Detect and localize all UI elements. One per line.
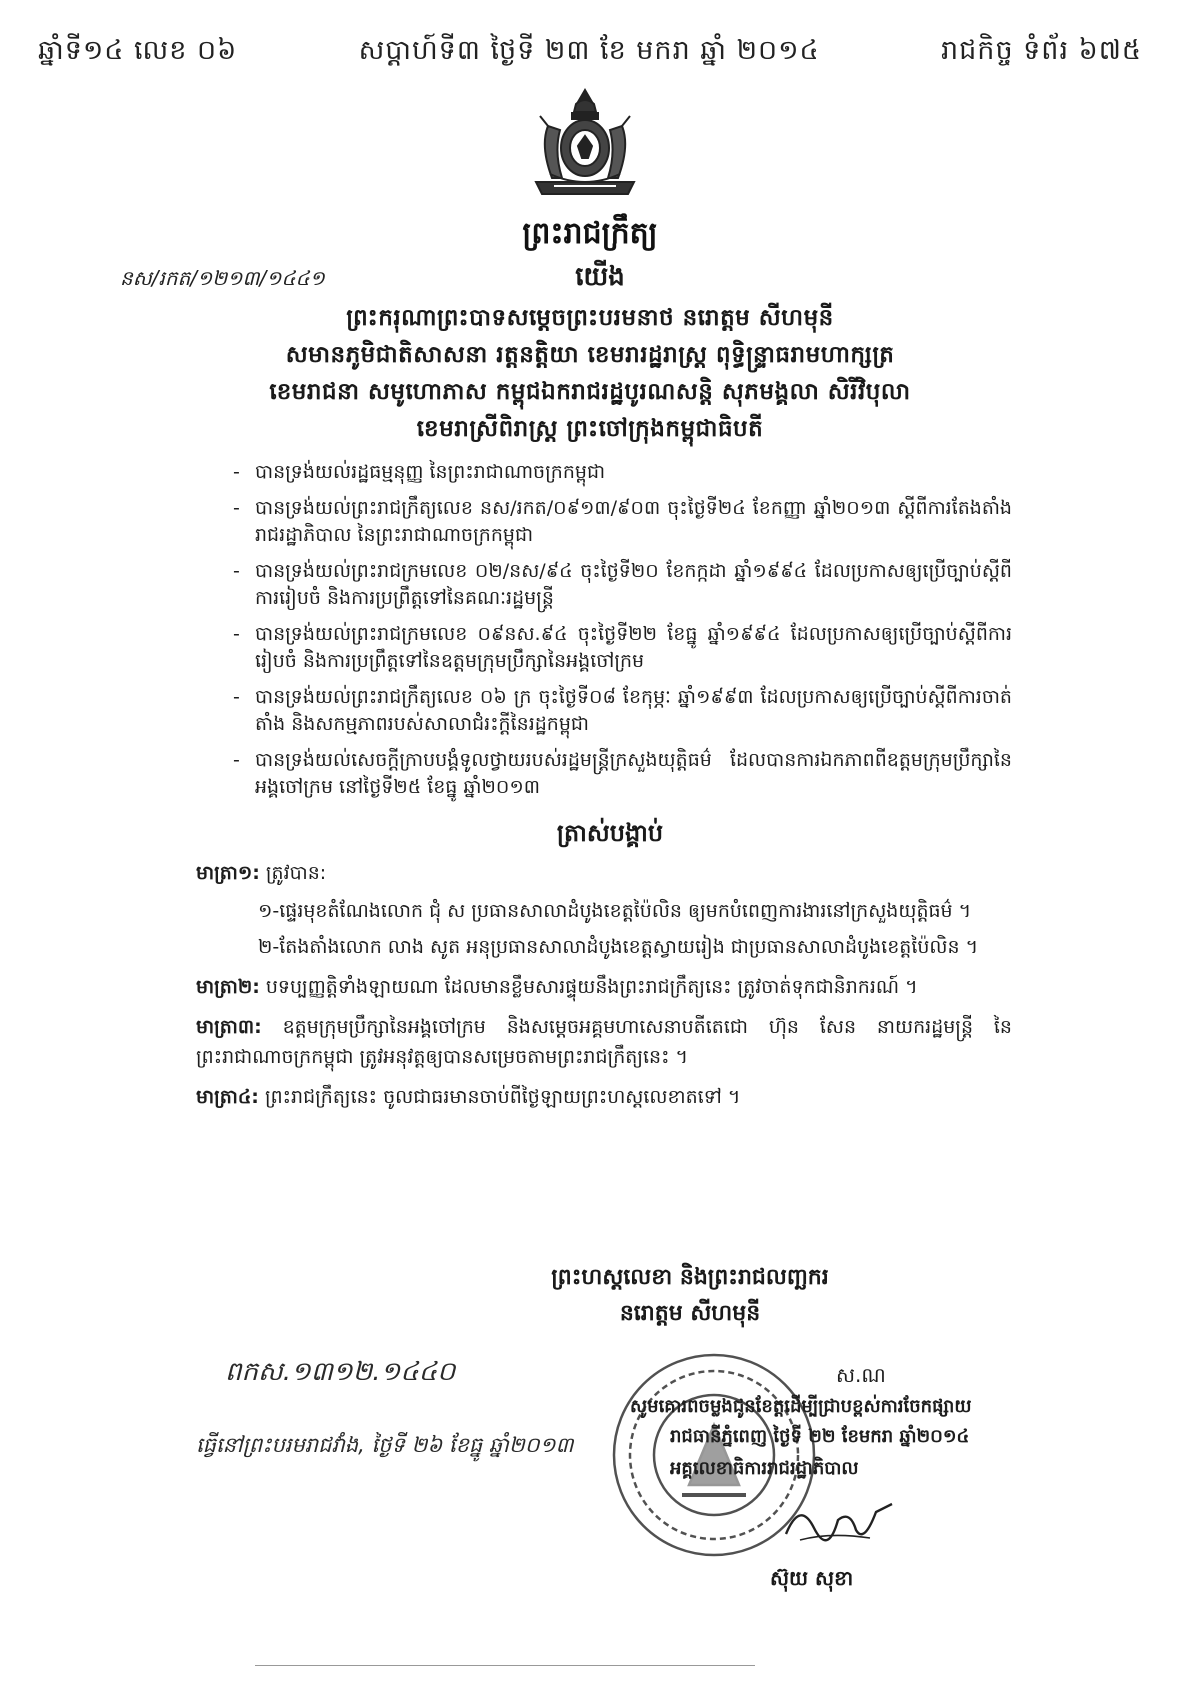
certification-initials: ស.ណ [836, 1363, 886, 1387]
king-title-line: ខេមរាស្រីពិរាស្ត្រ ព្រះចៅក្រុងកម្ពុជាធិបតី [416, 416, 764, 442]
header-week-date: សប្តាហ៍ទី៣ ថ្ងៃទី ២៣ ខែ មករា ឆ្នាំ ២០១៤ [358, 34, 820, 66]
certification-line: រាជធានីភ្នំពេញ ថ្ងៃទី ២២ ខែមករា ឆ្នាំ២០១៤ [670, 1426, 970, 1447]
handwritten-signature-icon [780, 1490, 900, 1550]
consideration-item: - បានទ្រង់យល់សេចក្តីក្រាបបង្គំទូលថ្វាយរបស់រដ្ឋមន្ត្រីក្រសួងយុត្តិធម៌ ដែលបានការឯកភាពពីឧត្តមក្រុមប្រឹក្សានៃអង្គចៅក្រម នៅថ្ងៃទី២៥ ខែធ្នូ ឆ្នាំ២០១៣ [255, 747, 1012, 801]
header-page-number: រាជកិច្ច ទំព័រ ៦៧៥ [941, 34, 1142, 66]
consideration-item: - បានទ្រង់យល់ព្រះរាជក្រឹត្យលេខ នស/រកត/០៩១៣/៩០៣ ចុះថ្ងៃទី២៤ ខែកញ្ញា ឆ្នាំ២០១៣ ស្តីពីការតែងតាំងរាជរដ្ឋាភិបាល នៃព្រះរាជាណាចក្រកម្ពុជា [255, 495, 1012, 549]
article-label: មាត្រា៣: [196, 1016, 262, 1038]
certification-line: សូមគោរពចម្លងជូនខែត្តដើម្បីជ្រាបខ្ពស់ការចែកផ្សាយ [630, 1396, 972, 1417]
article-text: ព្រះរាជក្រឹត្យនេះ ចូលជាធរមានចាប់ពីថ្ងៃឡាយព្រះហស្តលេខាតទៅ ។ [264, 1086, 741, 1108]
article-4 [196, 1082, 1012, 1112]
king-title-line: ព្រះករុណាព្រះបាទសម្តេចព្រះបរមនាថ នរោត្តម សីហមុនី [346, 305, 834, 331]
article-text: ត្រូវបាន: [265, 862, 327, 884]
article-item: ២-តែងតាំងលោក លាង សូត អនុប្រធានសាលាដំបូងខេត្តស្វាយរៀង ជាប្រធានសាលាដំបូងខេត្តប៉ៃលិន ។ [258, 936, 979, 958]
consideration-item: - បានទ្រង់យល់ព្រះរាជក្រមលេខ ០៩នស.៩៤ ចុះថ្ងៃទី២២ ខែធ្នូ ឆ្នាំ១៩៩៤ ដែលប្រកាសឲ្យប្រើច្បាប់ស្តីពីការរៀបចំ និងការប្រព្រឹត្តទៅនៃឧត្តមក្រុមប្រឹក្សានៃអង្គចៅក្រម [255, 621, 1012, 675]
article-item: ១-ផ្ទេរមុខតំណែងលោក ជុំ ស ប្រធានសាលាដំបូងខេត្តប៉ៃលិន ឲ្យមកបំពេញការងារនៅក្រសួងយុត្តិធម៌ ។ [258, 900, 972, 922]
king-titles [120, 300, 1060, 448]
king-title-line: ខេមរាជនា សមូហោភាស កម្ពុជឯករាជរដ្ឋបូរណសន្តិ សុភមង្គលា សិរីវិបុលា [269, 379, 911, 405]
consideration-item: - បានទ្រង់យល់ព្រះរាជក្រមលេខ ០២/នស/៩៤ ចុះថ្ងៃទី២០ ខែកក្កដា ឆ្នាំ១៩៩៤ ដែលប្រកាសឲ្យប្រើច្បាប់ស្តីពីការរៀបចំ និងការប្រព្រឹត្តទៅនៃគណៈរដ្ឋមន្ត្រី [255, 558, 1012, 612]
article-label: មាត្រា២: [196, 976, 260, 998]
considerations-list [255, 459, 1012, 810]
article-label: មាត្រា៤: [196, 1086, 259, 1108]
article-1-items [196, 896, 1012, 962]
royal-coat-of-arms-icon [510, 86, 660, 204]
place-and-date: ធ្វើនៅព្រះបរមរាជវាំង, ថ្ងៃទី ២៦ ខែធ្នូ ឆ្នាំ២០១៣ [196, 1433, 574, 1457]
decree-reference-number: នស/រកត/១២១៣/១៤៤១ [120, 266, 325, 290]
article-3 [196, 1012, 1012, 1072]
signer-name: ស៊ុយ សុខា [770, 1566, 854, 1590]
certification-line: អគ្គលេខាធិការរាជរដ្ឋាភិបាល [670, 1458, 859, 1479]
registration-number: ពកស.១៣១២.១៤៤០ [225, 1357, 456, 1387]
consideration-item: - បានទ្រង់យល់ព្រះរាជក្រឹត្យលេខ ០៦ ក្រ ចុះថ្ងៃទី០៨ ខែកុម្ភៈ ឆ្នាំ១៩៩៣ ដែលប្រកាសឲ្យប្រើច្បាប់ស្តីពីការចាត់តាំង និងសកម្មភាពរបស់សាលាជំរះក្តីនៃរដ្ឋកម្ពុជា [255, 684, 1012, 738]
we-heading: យើង [575, 262, 625, 292]
footer-divider [255, 1665, 755, 1666]
article-text: បទប្បញ្ញត្តិទាំងឡាយណា ដែលមានខ្លឹមសារផ្ទុយនឹងព្រះរាជក្រឹត្យនេះ ត្រូវចាត់ទុកជានិរាករណ៍ ។ [265, 976, 918, 998]
decides-heading: ត្រាស់បង្គាប់ [556, 819, 664, 847]
header-year-issue: ឆ្នាំទី១៤ លេខ ០៦ [38, 34, 238, 66]
article-text: ឧត្តមក្រុមប្រឹក្សានៃអង្គចៅក្រម និងសម្តេចអគ្គមហាសេនាបតីតេជោ ហ៊ុន សែន នាយករដ្ឋមន្ត្រី នៃព្រះរាជាណាចក្រកម្ពុជា ត្រូវអនុវត្តឲ្យបានសម្រេចតាមព្រះរាជក្រឹត្យនេះ ។ [196, 1016, 1012, 1068]
royal-signature-block [480, 1260, 900, 1332]
gazette-header [38, 28, 1142, 78]
signature-title: ព្រះហស្តលេខា និងព្រះរាជលញ្ឆករ [551, 1265, 829, 1290]
king-title-line: សមានភូមិជាតិសាសនា រត្តនត្តិយា ខេមរារដ្ឋរាស្ត្រ ពុទ្ធិន្ទ្រាធរាមហាក្សត្រ [285, 342, 895, 368]
article-2 [196, 972, 1012, 1002]
king-name: នរោត្តម សីហមុនី [619, 1301, 761, 1326]
article-1 [196, 858, 1012, 962]
articles-section [196, 858, 1012, 1122]
article-label: មាត្រា១: [196, 862, 260, 884]
consideration-item: - បានទ្រង់យល់រដ្ឋធម្មនុញ្ញ នៃព្រះរាជាណាចក្រកម្ពុជា [255, 459, 1012, 486]
decree-title: ព្រះរាជក្រឹត្យ [522, 216, 658, 251]
